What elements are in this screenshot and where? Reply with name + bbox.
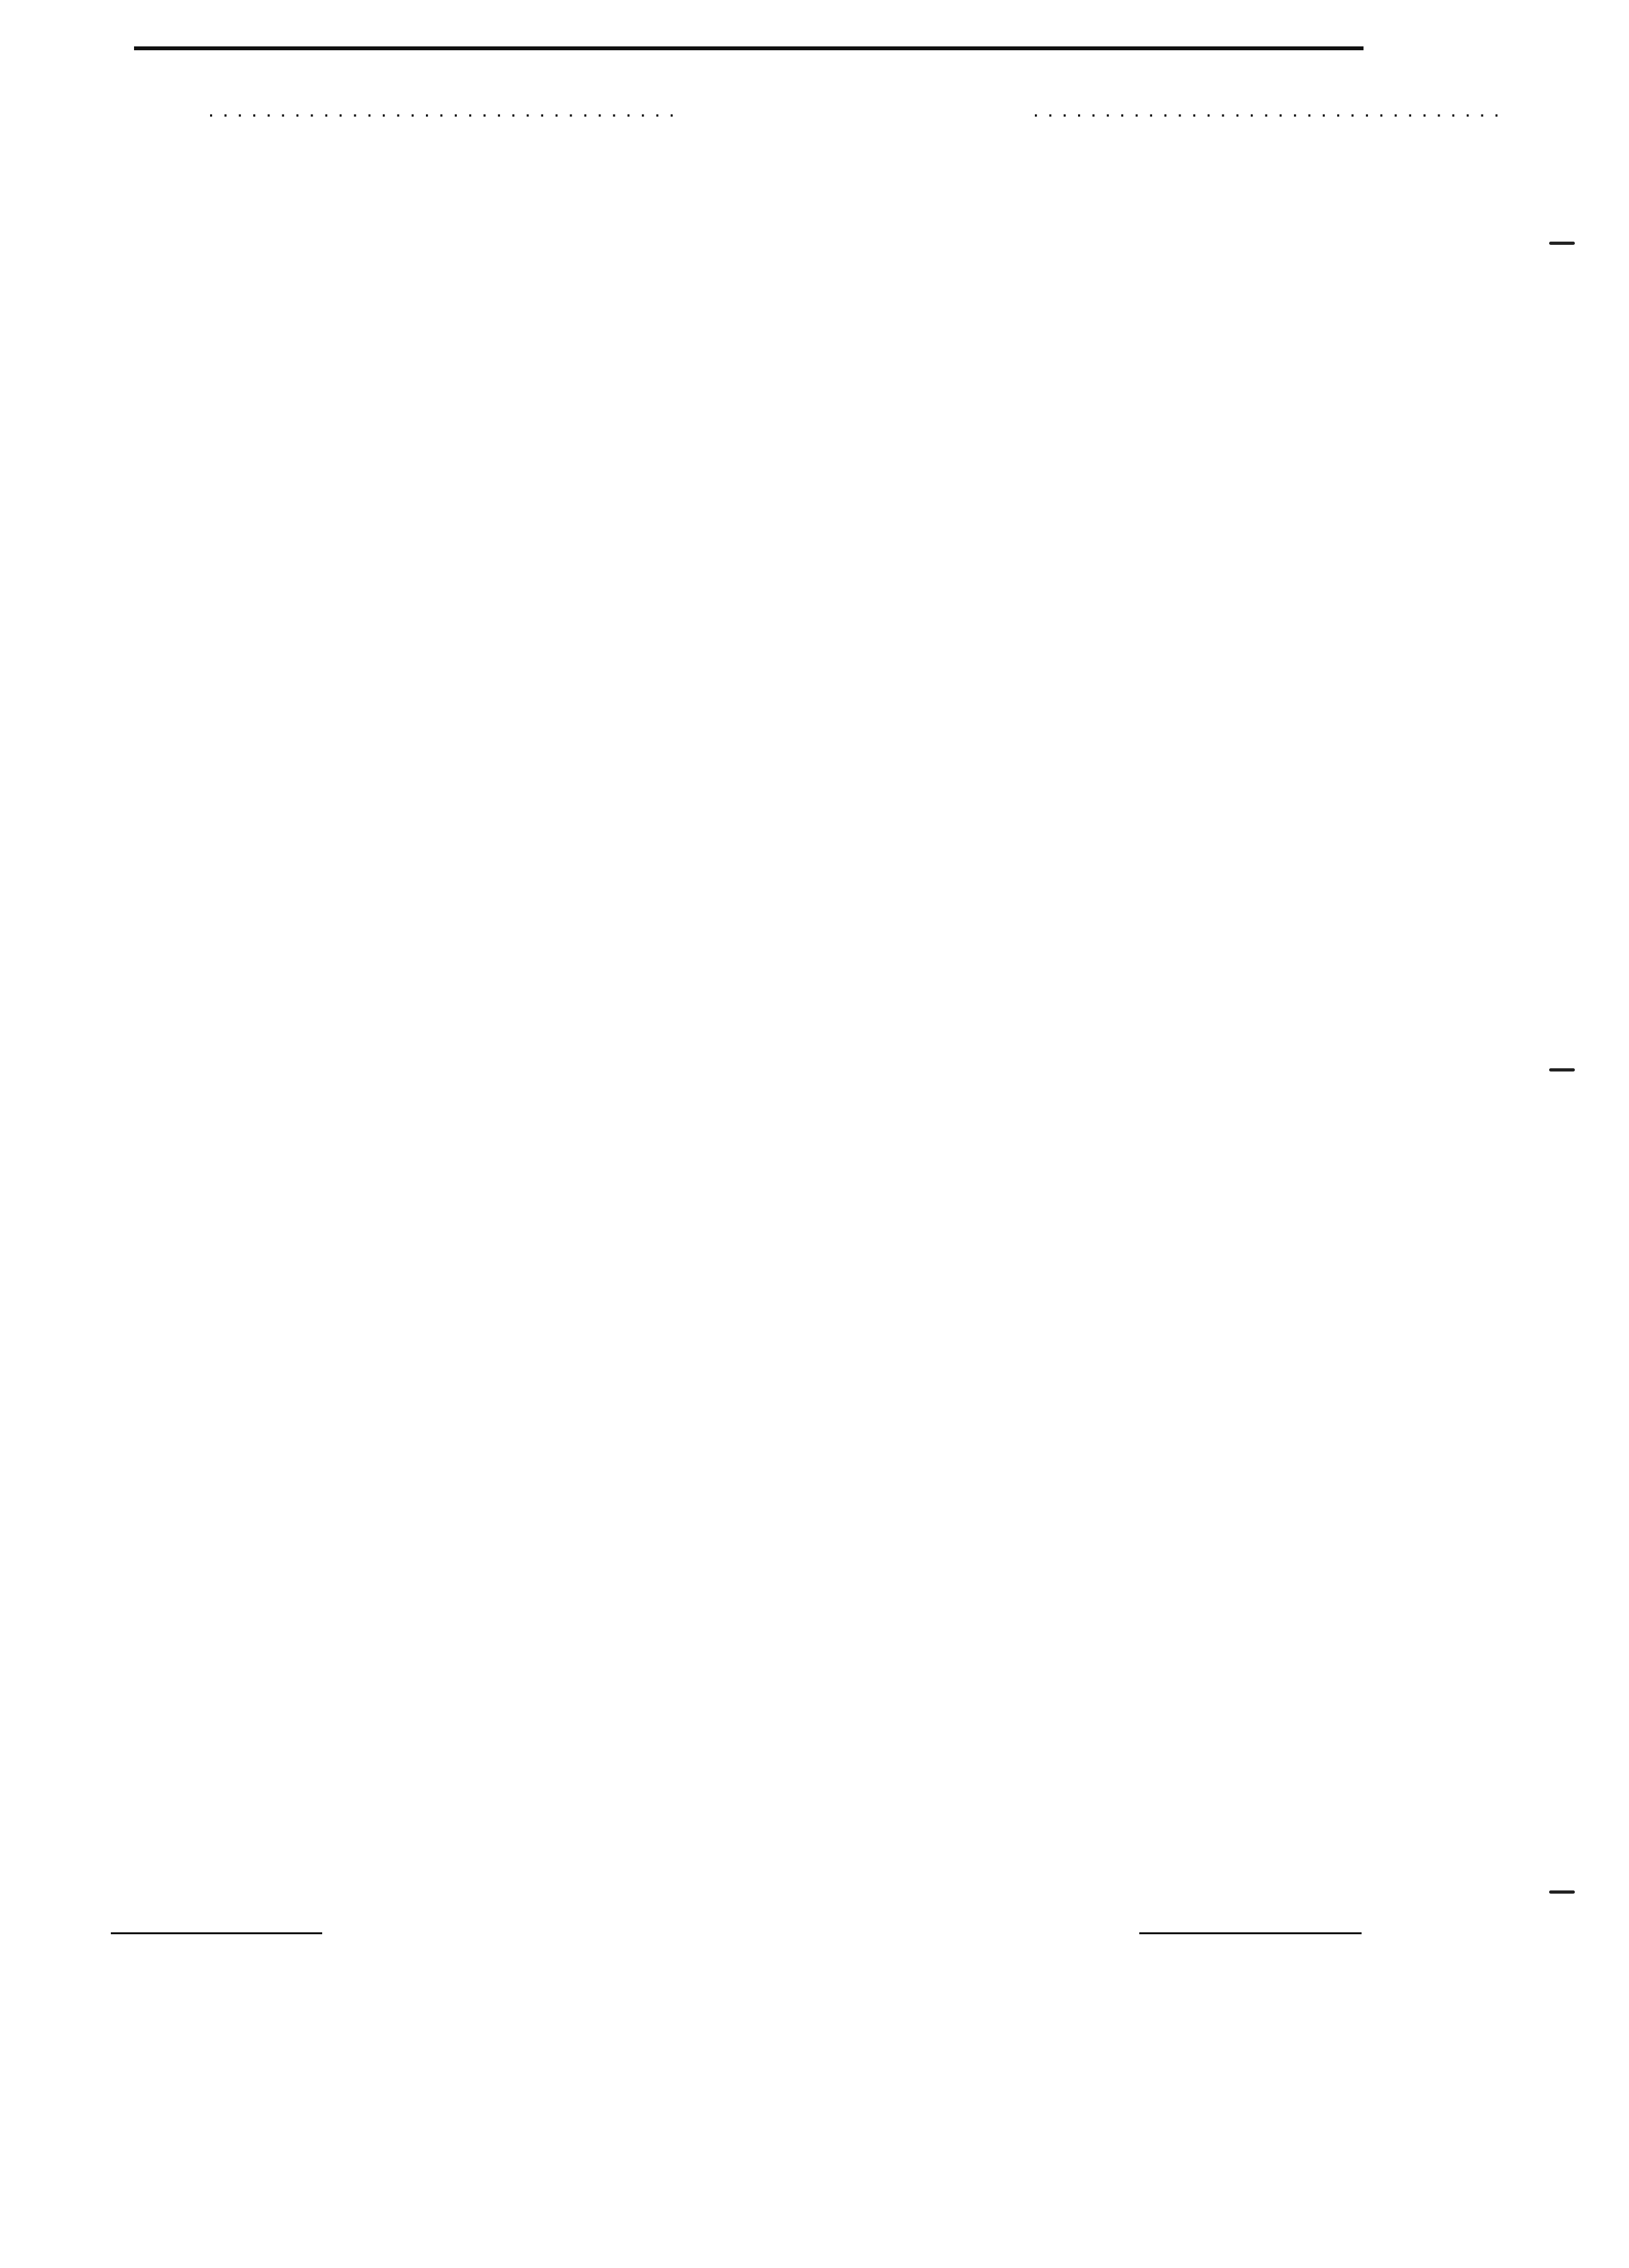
margin-mark (1549, 1068, 1575, 1072)
margin-mark (1549, 242, 1575, 245)
footer-rule (111, 1932, 322, 1934)
model-code (208, 97, 685, 121)
part-row (126, 97, 1369, 145)
parts-listing (126, 61, 1369, 145)
section-header (126, 61, 1369, 97)
parts-section (126, 61, 1369, 145)
description (886, 97, 1530, 121)
description-line-2 (1015, 97, 1502, 121)
margin-mark (1549, 1890, 1575, 1894)
header-rule (134, 46, 1364, 50)
footer-rule (1139, 1932, 1362, 1934)
